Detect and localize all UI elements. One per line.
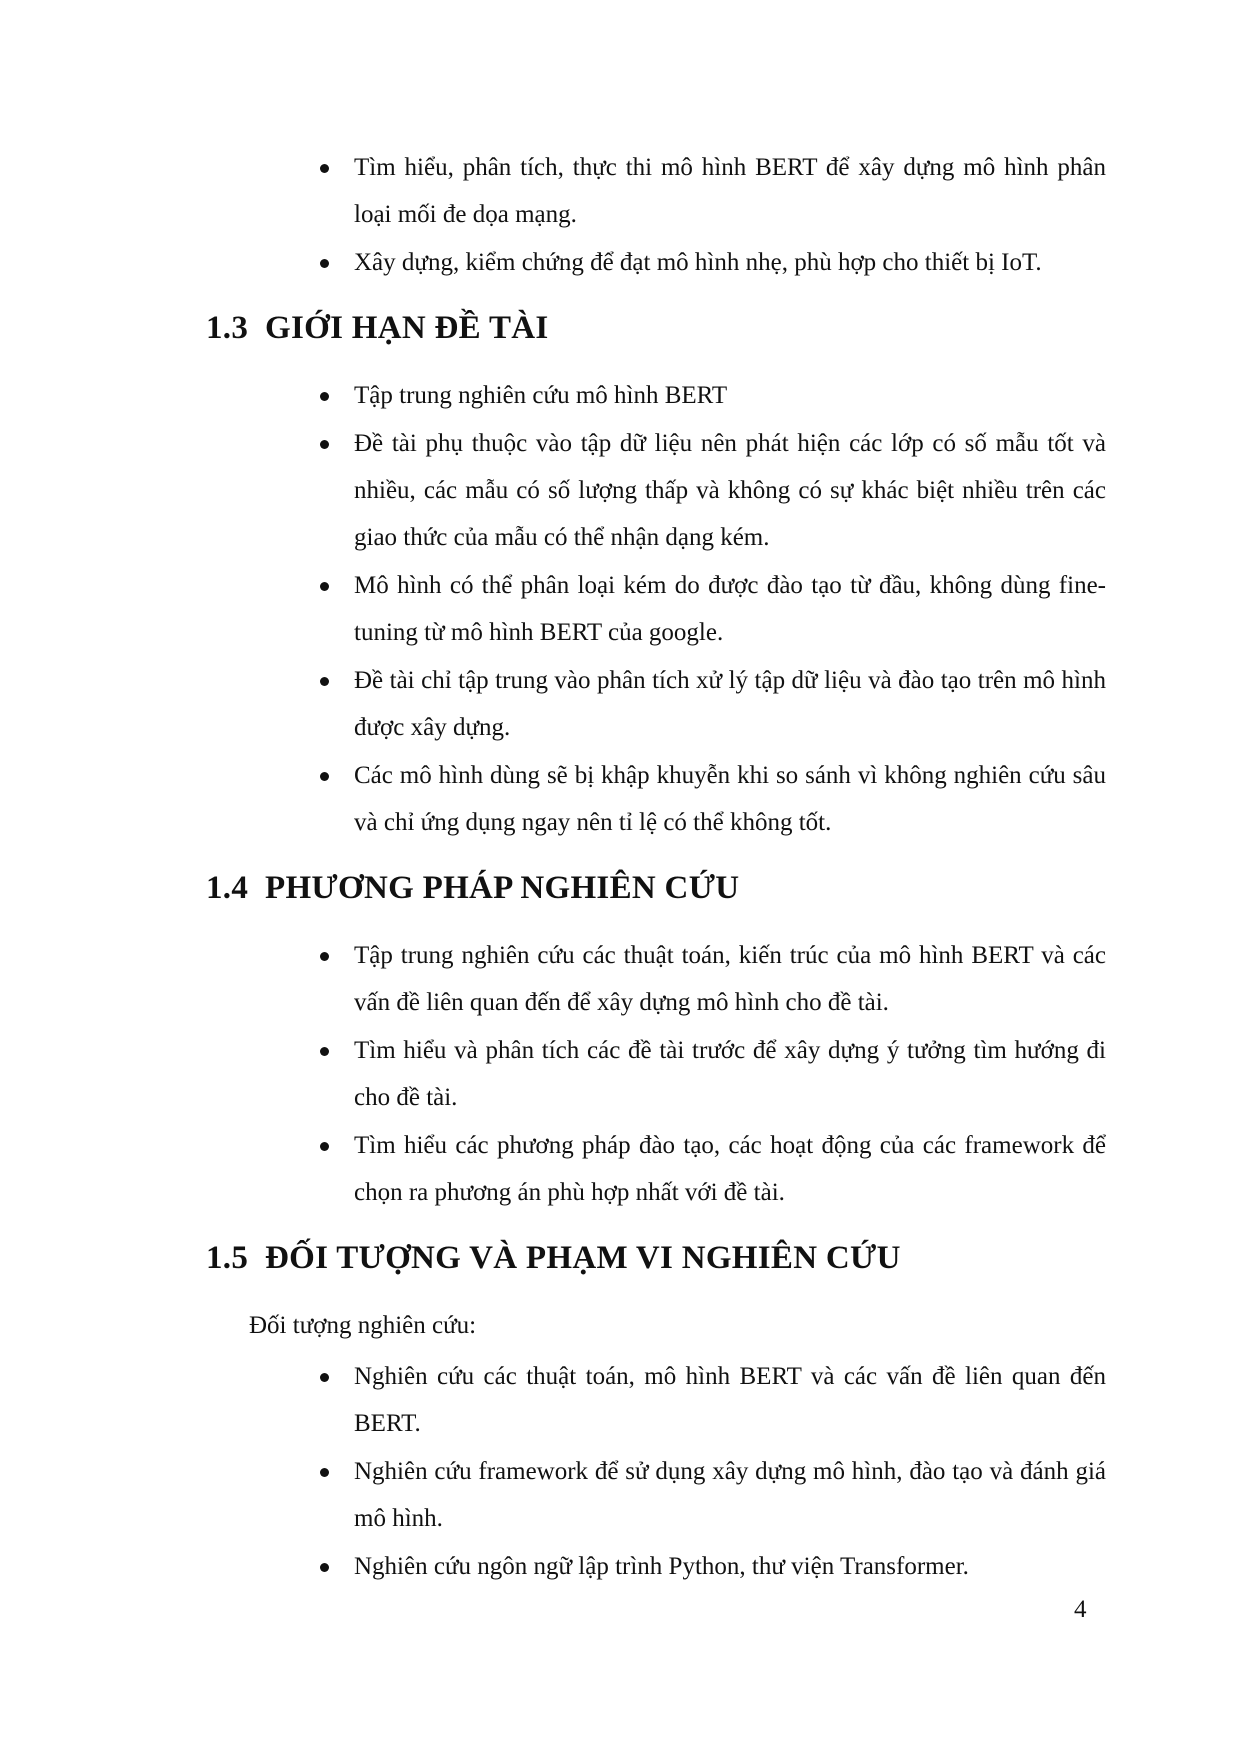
list-item-text: Xây dựng, kiểm chứng để đạt mô hình nhẹ, phù hợp cho thiết bị IoT. [354, 249, 1042, 276]
list-item-text: Tập trung nghiên cứu các thuật toán, kiến trúc của mô hình BERT và các vấn đề liên quan đến để xây dựng mô hình cho đề tài. [354, 942, 1106, 1016]
section-1-5-bullet-list [206, 1353, 1106, 1590]
list-item [206, 1543, 1106, 1590]
section-title: ĐỐI TƯỢNG VÀ PHẠM VI NGHIÊN CỨU [265, 1240, 901, 1276]
section-heading-1-3 [206, 306, 1106, 350]
list-item-text: Tìm hiểu các phương pháp đào tạo, các hoạt động của các framework để chọn ra phương án phù hợp nhất với đề tài. [354, 1132, 1106, 1206]
list-item-text: Tìm hiểu và phân tích các đề tài trước để xây dựng ý tưởng tìm hướng đi cho đề tài. [354, 1037, 1106, 1111]
bullet-dot-icon [320, 164, 329, 173]
section-number: 1.3 [206, 310, 249, 346]
list-item-text: Nghiên cứu các thuật toán, mô hình BERT và các vấn đề liên quan đến BERT. [354, 1363, 1106, 1437]
bullet-dot-icon [320, 677, 329, 686]
section-number: 1.5 [206, 1240, 249, 1276]
list-item-text: Tìm hiểu, phân tích, thực thi mô hình BERT để xây dựng mô hình phân loại mối đe dọa mạng. [354, 154, 1106, 228]
list-item-text: Tập trung nghiên cứu mô hình BERT [354, 382, 728, 409]
section-heading-1-5 [206, 1236, 1106, 1280]
list-item [206, 420, 1106, 561]
list-item [206, 1122, 1106, 1216]
list-item-text: Đề tài phụ thuộc vào tập dữ liệu nên phát hiện các lớp có số mẫu tốt và nhiều, các mẫu có số lượng thấp và không có sự khác biệt nhiều trên các giao thức của mẫu có thể nhận dạng kém. [354, 430, 1106, 551]
section-lead-text: Đối tượng nghiên cứu: [249, 1312, 477, 1339]
list-item [206, 144, 1106, 238]
section-heading-1-4 [206, 866, 1106, 910]
intro-bullet-list [206, 144, 1106, 286]
bullet-dot-icon [320, 440, 329, 449]
list-item [206, 1448, 1106, 1542]
page-content [206, 144, 1106, 1591]
list-item-text: Đề tài chỉ tập trung vào phân tích xử lý tập dữ liệu và đào tạo trên mô hình được xây dựng. [354, 667, 1106, 741]
bullet-dot-icon [320, 1047, 329, 1056]
bullet-dot-icon [320, 952, 329, 961]
section-1-4-bullet-list [206, 932, 1106, 1216]
section-title: PHƯƠNG PHÁP NGHIÊN CỨU [265, 870, 740, 906]
list-item-text: Mô hình có thể phân loại kém do được đào tạo từ đầu, không dùng fine-tuning từ mô hình BERT của google. [354, 572, 1106, 646]
bullet-dot-icon [320, 1468, 329, 1477]
list-item-text: Nghiên cứu ngôn ngữ lập trình Python, thư viện Transformer. [354, 1553, 969, 1580]
bullet-dot-icon [320, 259, 329, 268]
list-item-text: Nghiên cứu framework để sử dụng xây dựng mô hình, đào tạo và đánh giá mô hình. [354, 1458, 1106, 1532]
list-item [206, 1353, 1106, 1447]
bullet-dot-icon [320, 582, 329, 591]
page-number: 4 [1074, 1596, 1087, 1623]
list-item [206, 372, 1106, 419]
bullet-dot-icon [320, 1563, 329, 1572]
list-item [206, 562, 1106, 656]
bullet-dot-icon [320, 772, 329, 781]
list-item [206, 1027, 1106, 1121]
bullet-dot-icon [320, 1142, 329, 1151]
bullet-dot-icon [320, 1373, 329, 1382]
list-item [206, 657, 1106, 751]
list-item [206, 752, 1106, 846]
list-item [206, 239, 1106, 286]
list-item [206, 932, 1106, 1026]
list-item-text: Các mô hình dùng sẽ bị khập khuyễn khi so sánh vì không nghiên cứu sâu và chỉ ứng dụng ngay nên tỉ lệ có thể không tốt. [354, 762, 1106, 836]
section-number: 1.4 [206, 870, 249, 906]
section-1-3-bullet-list [206, 372, 1106, 846]
section-title: GIỚI HẠN ĐỀ TÀI [265, 310, 549, 346]
bullet-dot-icon [320, 392, 329, 401]
